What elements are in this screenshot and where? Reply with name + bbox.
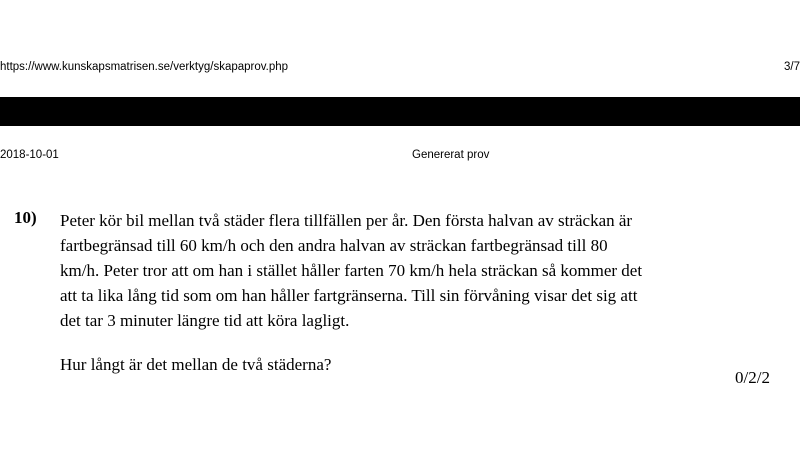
document-title: Genererat prov: [412, 149, 490, 161]
question-line: km/h. Peter tror att om han i stället håller farten 70 km/h hela sträckan så kommer det: [60, 261, 643, 280]
question-number: 10): [14, 208, 37, 227]
question-line: att ta lika lång tid som om han håller fartgränserna. Till sin förvåning visar det sig att: [60, 286, 638, 305]
question-prompt: Hur långt är det mellan de två städerna?: [60, 355, 332, 374]
page-number: 3/7: [784, 61, 800, 73]
question-points: 0/2/2: [735, 368, 770, 387]
question-line: fartbegränsad till 60 km/h och den andra halvan av sträckan fartbegränsad till 80: [60, 236, 608, 255]
document-date: 2018-10-01: [0, 149, 59, 161]
question-line: Peter kör bil mellan två städer flera tillfällen per år. Den första halvan av sträckan är: [60, 211, 633, 230]
page-url: https://www.kunskapsmatrisen.se/verktyg/skapaprov.php: [0, 61, 289, 73]
question-text: [60, 208, 700, 333]
question-line: det tar 3 minuter längre tid att köra lagligt.: [60, 311, 350, 330]
header-bar: [0, 97, 800, 126]
